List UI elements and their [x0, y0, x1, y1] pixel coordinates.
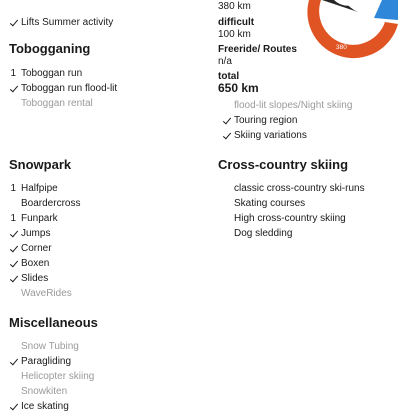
donut-slice-label: 380 — [336, 44, 347, 51]
total-label: total — [218, 71, 240, 82]
list-item-label: Helicopter skiing — [21, 371, 95, 382]
list-item-label: flood-lit slopes/Night skiing — [234, 100, 353, 111]
easy-value: 380 km — [218, 1, 251, 12]
checkmark-icon — [6, 226, 16, 241]
list-item-label: Boardercross — [21, 198, 81, 209]
list-item-label: Paragliding — [21, 356, 72, 367]
section-title-tobogganing: Tobogganing — [9, 41, 91, 56]
list-item-label: classic cross-country ski-runs — [234, 183, 365, 194]
list-item-label: Corner — [21, 243, 52, 254]
list-item-label: Dog sledding — [234, 228, 293, 239]
checkmark-icon — [6, 399, 16, 414]
list-item-label: Snowkiten — [21, 386, 68, 397]
piste-donut-chart — [300, 0, 420, 70]
checkmark-icon — [6, 271, 16, 286]
list-item-label: WaveRides — [21, 288, 72, 299]
count-badge: 1 — [10, 68, 16, 79]
list-item-label: High cross-country skiing — [234, 213, 346, 224]
difficult-value: 100 km — [218, 29, 251, 40]
count-badge: 1 — [10, 213, 16, 224]
list-item-label: Toboggan rental — [21, 98, 93, 109]
list-item-label: Snow Tubing — [21, 341, 79, 352]
list-item-label: Halfpipe — [21, 183, 58, 194]
list-item-label: Skiing variations — [234, 130, 307, 141]
checkmark-icon — [6, 354, 16, 369]
list-item-label: Slides — [21, 273, 49, 284]
checkmark-icon — [219, 113, 229, 128]
section-title-snowpark: Snowpark — [9, 157, 72, 172]
list-item-label: Boxen — [21, 258, 50, 269]
checkmark-icon — [6, 241, 16, 256]
checkmark-icon — [6, 81, 16, 96]
difficult-label: difficult — [218, 17, 255, 28]
list-item-label: Touring region — [234, 115, 298, 126]
donut-slice-blue — [374, 0, 398, 20]
checkmark-icon — [6, 256, 16, 271]
list-item-label: Toboggan run flood-lit — [21, 83, 118, 94]
total-value: 650 km — [218, 81, 259, 95]
freeride-label: Freeride/ Routes — [218, 44, 297, 55]
section-title-miscellaneous: Miscellaneous — [9, 315, 98, 330]
count-badge: 1 — [10, 183, 16, 194]
list-item-label: Jumps — [21, 228, 51, 239]
list-item-label: Lifts Summer activity — [21, 17, 114, 28]
list-item-label: Ice skating — [21, 401, 69, 412]
list-item-label: Skating courses — [234, 198, 306, 209]
section-title-cross-country: Cross-country skiing — [218, 157, 349, 172]
list-item-label: Funpark — [21, 213, 58, 224]
freeride-value: n/a — [218, 56, 232, 67]
checkmark-icon — [219, 128, 229, 143]
list-item-label: Toboggan run — [21, 68, 83, 79]
checkmark-icon — [6, 15, 16, 30]
